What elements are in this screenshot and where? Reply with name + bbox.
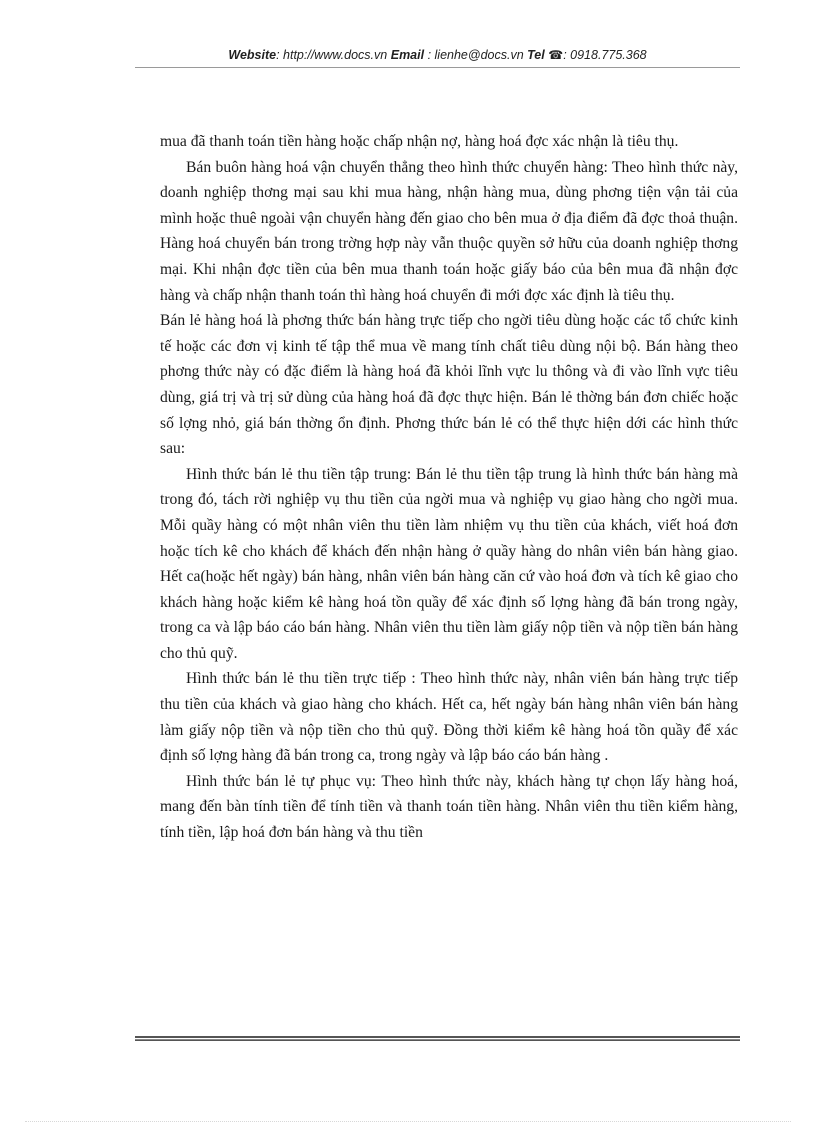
website-label: Website — [228, 48, 277, 62]
paragraph-wholesale-transit: Bán buôn hàng hoá vận chuyển thẳng theo hình thức chuyển hàng: Theo hình thức này, doanh nghiệp thơng mại sau khi mua hàng, nhận hàng mua, dùng phơng tiện vận tải của mình hoặc thuê ngoài vận chuyển hàng đến giao cho bên mua ở địa điểm đã đợc thoả thuận. Hàng hoá chuyển bán trong trờng hợp này vẫn thuộc quyền sở hữu của doanh nghiệp thơng mại. Khi nhận đợc tiền của bên mua thanh toán hoặc giấy báo của bên mua đã nhận đợc hàng và chấp nhận thanh toán thì hàng hoá chuyển đi mới đợc xác định là tiêu thụ. — [160, 158, 738, 304]
paragraph-retail: Bán lẻ hàng hoá là phơng thức bán hàng trực tiếp cho ngời tiêu dùng hoặc các tổ chức kinh tế hoặc các đơn vị kinh tế tập thể mua về mang tính chất tiêu dùng nội bộ. Bán hàng theo phơng thức này có đặc điểm là hàng hoá đã khỏi lĩnh vực lu thông và đi vào lĩnh vực tiêu dùng, giá trị và trị sử dùng của hàng hoá đã đợc thực hiện. Bán lẻ thờng bán đơn chiếc hoặc số lợng nhỏ, giá bán thờng ổn định. Phơng thức bán lẻ có thể thực hiện dới các hình thức sau: — [160, 312, 738, 458]
document-body — [160, 129, 738, 846]
tel-value: : 0918.775.368 — [563, 48, 647, 62]
paragraph-continuation: mua đã thanh toán tiền hàng hoặc chấp nhận nợ, hàng hoá đợc xác nhận là tiêu thụ. — [160, 133, 679, 150]
website-value: : http://www.docs.vn — [276, 48, 388, 62]
page-edge-border — [25, 1121, 791, 1122]
paragraph-direct-payment: Hình thức bán lẻ thu tiền trực tiếp : Theo hình thức này, nhân viên bán hàng trực tiếp thu tiền của khách và giao hàng cho khách. Hết ca, hết ngày bán hàng nhân viên bán hàng làm giấy nộp tiền và nộp tiền cho thủ quỹ. Đồng thời kiểm kê hàng hoá tồn quầy để xác định số lợng hàng đã bán trong ca, trong ngày và lập báo cáo bán hàng . — [160, 670, 738, 765]
footer-divider — [135, 1036, 740, 1041]
paragraph-centralized-payment: Hình thức bán lẻ thu tiền tập trung: Bán lẻ thu tiền tập trung là hình thức bán hàng mà trong đó, tách rời nghiệp vụ thu tiền của ngời mua và nghiệp vụ giao hàng cho ngời mua. Mỗi quầy hàng có một nhân viên thu tiền làm nhiệm vụ thu tiền của khách, viết hoá đơn hoặc tích kê cho khách để khách đến nhận hàng ở quầy hàng do nhân viên bán hàng giao. Hết ca(hoặc hết ngày) bán hàng, nhân viên bán hàng căn cứ vào hoá đơn và tích kê giao cho khách hàng hoặc kiểm kê hàng hoá tồn quầy để xác định số lợng hàng đã bán trong ngày, trong ca và lập báo cáo bán hàng. Nhân viên thu tiền làm giấy nộp tiền và nộp tiền bán hàng cho thủ quỹ. — [160, 465, 738, 662]
page-header — [135, 48, 740, 62]
header-divider — [135, 67, 740, 68]
phone-icon: ☎ — [548, 48, 564, 62]
email-value: : lienhe@docs.vn — [427, 48, 524, 62]
paragraph-self-service: Hình thức bán lẻ tự phục vụ: Theo hình thức này, khách hàng tự chọn lấy hàng hoá, mang đến bàn tính tiền để tính tiền và thanh toán tiền hàng. Nhân viên thu tiền kiểm hàng, tính tiền, lập hoá đơn bán hàng và thu tiền — [160, 772, 738, 842]
tel-label: Tel — [527, 48, 545, 62]
email-label: Email — [390, 48, 425, 62]
